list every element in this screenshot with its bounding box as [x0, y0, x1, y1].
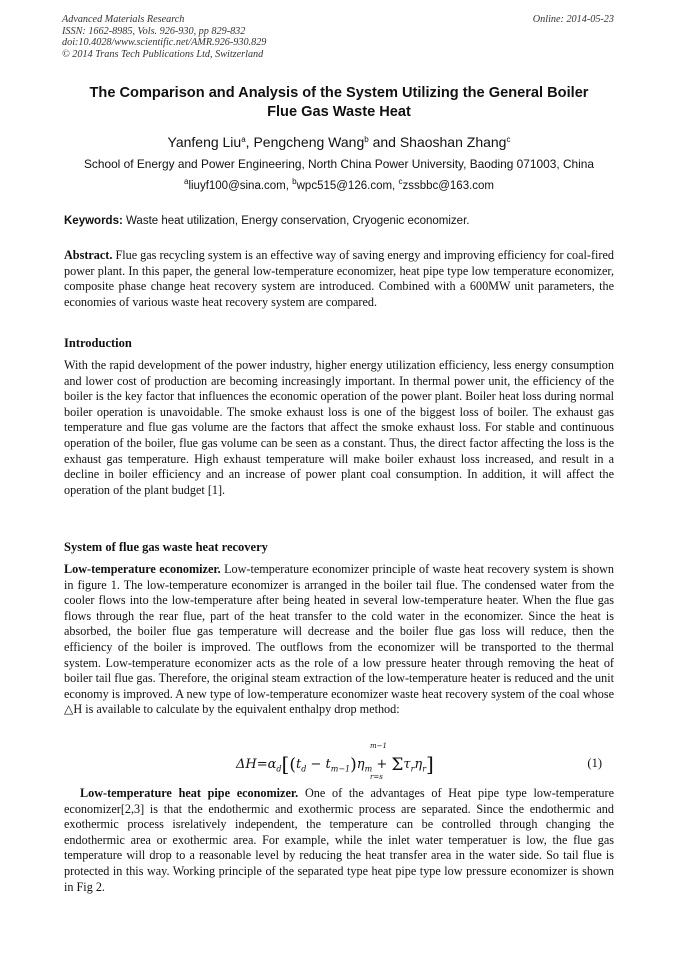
- copyright-line: © 2014 Trans Tech Publications Ltd, Switzerland: [62, 48, 264, 60]
- author-2: , Pengcheng Wang: [245, 134, 365, 150]
- system-p1-text: Low-temperature economizer principle of waste heat recovery system is shown in figure 1. The low-temperature economizer is arranged in the boiler tail flue. The condensed water from the cooler flows into the low-temperature after being heated in several low-temperature heater. When the flue gas flows through the rear flue, part of the heat transfer to the cold water in the economizer. Since the heat is absorbed, the boiler flue gas temperature will decrease and the boiler flue gas loss will reduce, then the efficiency of the boiler is improved. The outflows from the economizer will be transported to the thermal system. Low-temperature economizer acts as the role of a low pressure heater through removing the heat of boiler tail flue gas. Therefore, the original steam extraction of the low-temperature heater is reduced and the unit economy is improved. A new type of low-temperature economizer waste heat recovery system of the coal whose △H is available to calculate by the equivalent enthalpy drop method:: [64, 562, 614, 717]
- equation-body: $\Delta H=\alpha_d[(t_d - t_{m-1})\eta_m + \Sigma\tau_r\eta_r]$: [236, 752, 434, 776]
- eq-alpha-sub: d: [276, 764, 282, 774]
- system-heading: System of flue gas waste heat recovery: [64, 540, 268, 554]
- keywords-label: Keywords:: [64, 215, 123, 227]
- system-p1-label: Low-temperature economizer.: [64, 562, 221, 576]
- eq-minus: −: [306, 757, 326, 772]
- email-3-mark: c: [398, 177, 403, 186]
- online-date: Online: 2014-05-23: [532, 14, 614, 25]
- system-p2-label: Low-temperature heat pipe economizer.: [80, 786, 299, 800]
- eq-t2: t: [325, 757, 331, 772]
- eq-tau-sub: r: [410, 764, 415, 774]
- issn-line: ISSN: 1662-8985, Vols. 926-930, pp 829-832: [62, 25, 246, 37]
- eq-sigma-lower: r=s: [370, 773, 383, 781]
- system-paragraph-1: [64, 562, 614, 718]
- abstract-label: Abstract.: [64, 248, 113, 262]
- doi-line: doi:10.4028/www.scientific.net/AMR.926-930.829: [62, 37, 267, 49]
- system-p2-text: One of the advantages of Heat pipe type low-temperature economizer[2,3] is that the endothermic and exothermic process are separated. Since the endothermic and exothermic process isrelatively independent, the temperature can be controlled through changing the endothermic area or exothermic area. For example, while the inlet water temperatuer is low, the flue gas temperature will drop to a reasonable level by reducing the heat transfer area in the water side. So tail flue is protected in this way. Working principle of the separated type heat pipe type low pressure economizer is shown in Fig 2.: [64, 786, 614, 894]
- journal-name: Advanced Materials Research: [62, 14, 185, 25]
- paper-title: [40, 84, 638, 122]
- equation-number: (1): [587, 756, 602, 770]
- eq-eta2-sub: r: [422, 764, 427, 774]
- eq-eta: η: [356, 757, 365, 772]
- affiliation: School of Energy and Power Engineering, North China Power University, Baoding 071003, China: [83, 157, 595, 171]
- introduction-paragraph: With the rapid development of the power industry, higher energy utilization efficiency, less energy consumption and lower cost of production are becoming increasingly important. In thermal power unit, the efficiency of the boiler is the key factor that influences the economic operation of the power plant. Boiler heat loss during normal boiler operation is unavoidable. The smoke exhaust loss is one of the biggest loss of boiler. The exhaust gas temperature and flue gas volume are the factors that affect the smoke exhaust loss. For stable and continuous operation of the boiler, flue gas volume can be seen as a constant. Thus, the direct factor affecting the loss is the exhaust gas temperature. High exhaust temperature will make boiler exhaust loss increased, and result in a decline in boiler efficiency and an increase of power plant coal consumption. In addition, it will affect the operation of the plant budget [1].: [64, 358, 614, 497]
- eq-eta-sub: m: [364, 764, 373, 774]
- eq-alpha: α: [267, 757, 277, 772]
- author-list: [40, 133, 638, 151]
- email-list: [40, 178, 638, 194]
- eq-plus: +: [372, 757, 392, 772]
- email-3[interactable]: zssbbc@163.com: [402, 180, 495, 192]
- keywords-text: Waste heat utilization, Energy conservation, Cryogenic economizer.: [122, 215, 470, 227]
- email-2[interactable]: wpc515@126.com,: [296, 180, 399, 192]
- eq-lhs: ΔH: [236, 757, 257, 772]
- abstract-paragraph: [64, 248, 614, 310]
- email-1-mark: a: [183, 177, 189, 186]
- eq-tau: τ: [403, 757, 411, 772]
- eq-t: t: [296, 757, 302, 772]
- eq-equals: =: [256, 757, 268, 772]
- eq-t-sub: d: [301, 764, 307, 774]
- author-1-mark: a: [241, 135, 246, 144]
- eq-sigma-upper: m−1: [370, 742, 387, 750]
- journal-header: [62, 14, 614, 60]
- email-2-mark: b: [292, 177, 297, 186]
- title-line-2: Flue Gas Waste Heat: [267, 104, 411, 120]
- eq-t2-sub: m−1: [330, 764, 351, 774]
- abstract-text: Flue gas recycling system is an effective way of saving energy and improving efficiency for coal-fired power plant. In this paper, the general low-temperature economizer, heat pipe type low temperature economizer, composite phase change heat recovery system are introduced. Combined with a 600MW unit parameters, the economies of various waste heat recovery system are compared.: [64, 248, 614, 309]
- author-2-mark: b: [364, 135, 369, 144]
- author-3: and Shaoshan Zhang: [368, 134, 507, 150]
- equation-1: [236, 742, 616, 782]
- title-line-1: The Comparison and Analysis of the System Utilizing the General Boiler: [89, 85, 589, 101]
- eq-eta2: η: [414, 757, 423, 772]
- author-1: Yanfeng Liu: [167, 134, 242, 150]
- keywords-line: [64, 213, 616, 229]
- system-paragraph-2: [64, 786, 614, 895]
- introduction-heading: Introduction: [64, 336, 132, 350]
- author-3-mark: c: [506, 135, 511, 144]
- email-1[interactable]: liuyf100@sina.com,: [188, 180, 293, 192]
- eq-sigma: Σ: [391, 755, 404, 775]
